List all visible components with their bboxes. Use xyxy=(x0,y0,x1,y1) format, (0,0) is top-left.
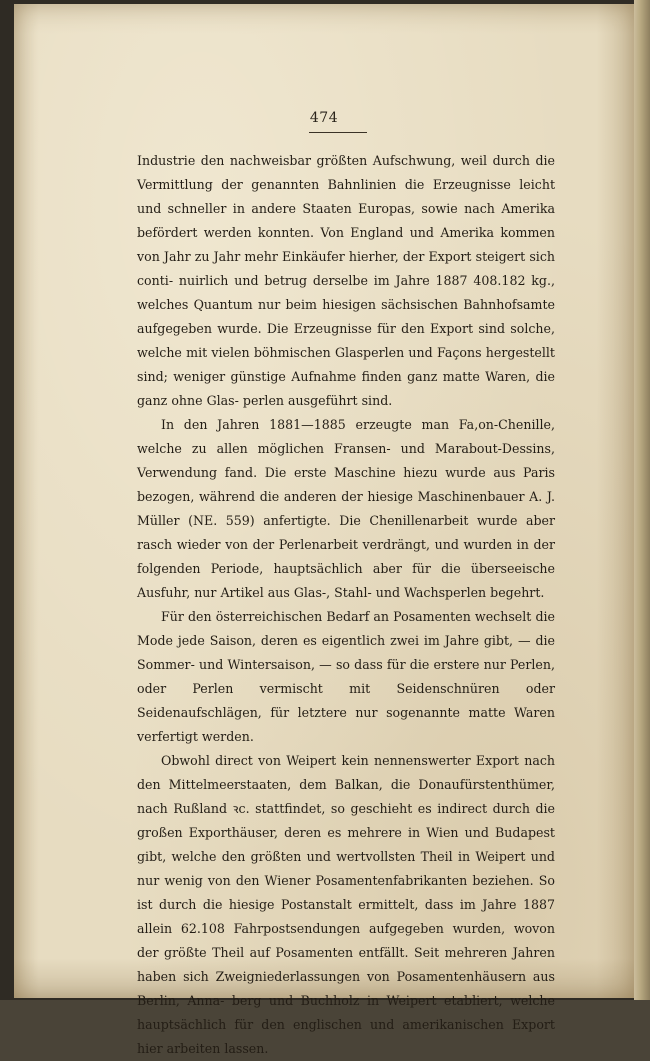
next-page-edge xyxy=(634,0,650,1000)
paragraph-3: Für den österreichischen Bedarf an Posamenten wechselt die Mode jede Saison, deren es eigentlich zwei im Jahre gibt, — die Sommer- und Wintersaison, — so dass für die erstere nur Perlen, oder Perlen vermischt mit Seidenschnüren oder Seidenaufschlägen, für letztere nur sogenannte matte Waren verfertigt werden. xyxy=(137,609,555,744)
book-page xyxy=(14,4,634,1056)
body-text xyxy=(137,149,555,1061)
page-number: 474 xyxy=(309,110,339,126)
paragraph-1: Industrie den nachweisbar größten Aufschwung, weil durch die Vermittlung der genannten Bahnlinien die Erzeugnisse leicht und schneller in andere Staaten Europas, sowie nach Amerika befördert werden konnten. Von England und Amerika kommen von Jahr zu Jahr mehr Einkäufer hierher, der Export steigert sich conti- nuirlich und betrug derselbe im Jahre 1887 408.182 kg., welches Quantum nur beim hiesigen sächsischen Bahnhofsamte aufgegeben wurde. Die Erzeugnisse für den Export sind solche, welche mit vielen böhmischen Glasperlen und Façons hergestellt sind; weniger günstige Aufnahme finden ganz matte Waren, die ganz ohne Glas- perlen ausgeführt sind. xyxy=(137,153,555,408)
paragraph-2: In den Jahren 1881—1885 erzeugte man Fa,on-Chenille, welche zu allen möglichen Fransen- und Marabout-Dessins, Verwendung fand. Die erste Maschine hiezu wurde aus Paris bezogen, während die anderen der hiesige Maschinenbauer A. J. Müller (NE. 559) anfertigte. Die Chenillenarbeit wurde aber rasch wieder von der Perlenarbeit verdrängt, und wurden in der folgenden Periode, hauptsächlich aber für die überseeische Ausfuhr, nur Artikel aus Glas-, Stahl- und Wachsperlen begehrt. xyxy=(137,417,555,600)
paragraph-4: Obwohl direct von Weipert kein nennenswerter Export nach den Mittelmeerstaaten, dem Balkan, die Donaufürstenthümer, nach Rußland ꝛc. stattfindet, so geschieht es indirect durch die großen Exporthäuser, deren es mehrere in Wien und Budapest gibt, welche den größten und wertvollsten Theil in Weipert und nur wenig von den Wiener Posamentenfabrikanten beziehen. So ist durch die hiesige Postanstalt ermittelt, dass im Jahre 1887 allein 62.108 Fahrpostsendungen aufgegeben wurden, wovon der größte Theil auf Posamenten entfällt. Seit mehreren Jahren haben sich Zweigniederlassungen von Posamentenhäusern aus Berlin, Anna- berg und Buchholz in Weipert etabliert, welche hauptsächlich für den englischen und amerikanischen Export hier arbeiten lassen. xyxy=(137,753,555,1056)
page-number-rule xyxy=(309,132,367,133)
